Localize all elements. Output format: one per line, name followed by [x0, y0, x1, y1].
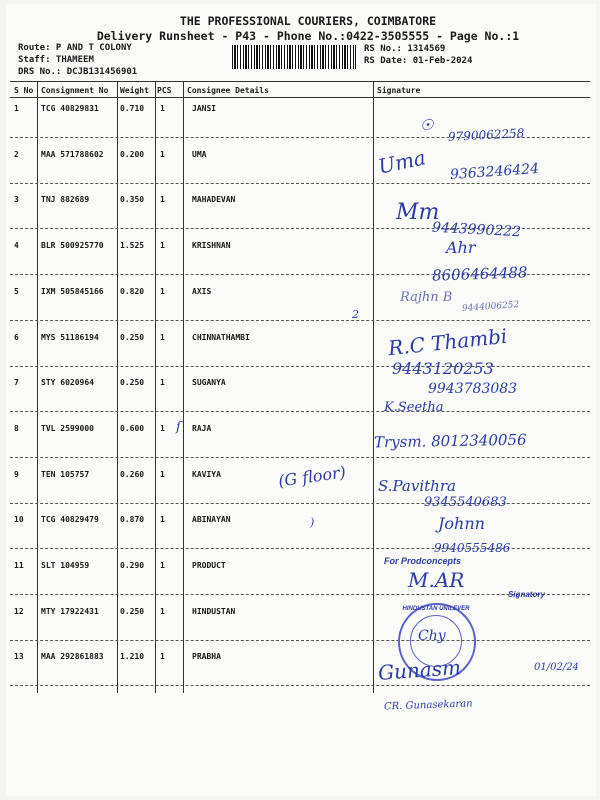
- row-separator: [10, 183, 590, 184]
- row3-phone: 9443990222: [431, 219, 522, 241]
- row-consignee: MAHADEVAN: [192, 195, 236, 205]
- row-consignment-no: MAA 292861883: [41, 652, 104, 662]
- row-sno: 7: [14, 378, 19, 388]
- row-consignment-no: STY 6020964: [41, 378, 94, 388]
- rs-number: RS No.: 1314569: [364, 44, 446, 54]
- row-consignment-no: MTY 17922431: [41, 606, 99, 616]
- row-separator: [10, 594, 590, 595]
- col-header-consignee: Consignee Details: [187, 86, 269, 95]
- barcode: [232, 45, 356, 69]
- row1-phone: 9790062258: [447, 126, 525, 144]
- row-pcs: 1: [160, 332, 165, 342]
- row-consignee: HINDUSTAN: [192, 606, 236, 616]
- row-consignment-no: IXM 505845166: [41, 286, 104, 296]
- row-sno: 4: [14, 241, 19, 251]
- row-separator: [10, 411, 590, 412]
- runsheet-page: [6, 4, 596, 796]
- drs-number: DRS No.: DCJB131456901: [18, 67, 138, 77]
- row-weight: 1.210: [120, 652, 145, 662]
- row-weight: 0.250: [120, 606, 145, 616]
- row-separator: [10, 366, 590, 367]
- row-pcs: 1: [160, 469, 165, 479]
- row-weight: 0.200: [120, 149, 145, 159]
- row-consignee: JANSI: [192, 104, 217, 113]
- row-consignee: KRISHNAN: [192, 241, 231, 251]
- row-pcs: 1: [160, 149, 165, 159]
- row-consignee: PRABHA: [192, 652, 221, 662]
- row13-date: 01/02/24: [534, 662, 579, 673]
- row-pcs: 1: [160, 378, 165, 388]
- row-pcs: 1: [160, 241, 165, 251]
- col-header-signature: Signature: [377, 86, 421, 95]
- col-divider: [373, 81, 374, 693]
- row10-signature-scribble: Johnn: [438, 514, 485, 533]
- row12-seal-text: HINDUSTAN UNILEVER: [402, 606, 470, 612]
- row9-floor-note: (G floor): [277, 462, 347, 491]
- row5-signature-scribble: Rajhn B: [400, 290, 453, 305]
- row-consignee: SUGANYA: [192, 378, 226, 388]
- row-weight: 0.350: [120, 195, 145, 205]
- row-separator: [10, 685, 590, 686]
- row-sno: 10: [14, 515, 24, 525]
- row-consignee: AXIS: [192, 286, 212, 296]
- row-consignee: PRODUCT: [192, 561, 226, 570]
- table-top-rule: [10, 81, 590, 82]
- row11-signatory-label: Signatory: [508, 590, 545, 599]
- row-consignment-no: TEN 105757: [41, 469, 90, 479]
- row12-signature-scribble: Chy: [418, 628, 446, 644]
- row13-signature-scribble: Gunasm: [377, 655, 462, 685]
- row-separator: [10, 640, 590, 641]
- row4-phone: 8606464488: [431, 263, 528, 285]
- row-pcs: 1: [160, 195, 165, 205]
- company-title: THE PROFESSIONAL COURIERS, COIMBATORE: [179, 14, 437, 28]
- header-rule: [10, 97, 590, 98]
- row-consignment-no: TCG 40829831: [41, 104, 99, 113]
- row-pcs: 1: [160, 104, 165, 113]
- row-sno: 8: [14, 423, 19, 433]
- row-consignment-no: TCG 40829479: [41, 515, 99, 525]
- col-divider: [117, 81, 118, 693]
- row2-phone: 9363246424: [449, 160, 540, 184]
- col-header-consignment: Consignment No: [41, 86, 109, 95]
- col-header-sno: S No: [14, 86, 34, 95]
- row-weight: 0.710: [120, 104, 145, 113]
- row13-printed-name: CR. Gunasekaran: [383, 698, 473, 713]
- row2-signature-scribble: Uma: [376, 145, 428, 179]
- col-header-pcs: PCS: [157, 86, 172, 95]
- row-sno: 5: [14, 286, 19, 296]
- row-pcs: 1: [160, 423, 165, 433]
- row9-phone: 9345540683: [424, 495, 507, 510]
- rs-date: RS Date: 01-Feb-2024: [364, 56, 473, 66]
- row10-phone: 9940555486: [434, 541, 511, 555]
- route-label: Route: P AND T COLONY: [18, 43, 132, 53]
- row-sno: 12: [14, 606, 24, 616]
- row11-company-stamp: For Prodconcepts: [384, 556, 462, 566]
- staff-label: Staff: THAMEEM: [18, 55, 94, 65]
- row-sno: 13: [14, 652, 24, 662]
- row-sno: 3: [14, 195, 19, 205]
- row3-signature-scribble: Mm: [396, 200, 440, 225]
- row-consignee: KAVIYA: [192, 469, 221, 479]
- row-consignee: RAJA: [192, 423, 212, 433]
- row-weight: 0.870: [120, 515, 145, 525]
- row-sno: 2: [14, 149, 19, 159]
- col-divider: [37, 81, 38, 693]
- row-consignment-no: SLT 104959: [41, 561, 90, 570]
- row6-phone: 9443120253: [392, 359, 494, 378]
- row-pcs: 1: [160, 515, 165, 525]
- row-sno: 11: [14, 561, 24, 570]
- row-weight: 0.250: [120, 378, 145, 388]
- row6-signature-scribble: R.C Thambi: [387, 323, 509, 361]
- col-header-weight: Weight: [120, 86, 149, 95]
- row4-signature-scribble: Ahr: [446, 238, 476, 257]
- row-sno: 1: [14, 104, 19, 113]
- row-weight: 0.820: [120, 286, 145, 296]
- row8-tick-mark: ſ: [176, 420, 181, 435]
- row-sno: 6: [14, 332, 19, 342]
- col-divider: [155, 81, 156, 693]
- row-weight: 0.260: [120, 469, 145, 479]
- row-consignment-no: TNJ 882689: [41, 195, 90, 205]
- row-consignment-no: BLR 500925770: [41, 241, 104, 251]
- row-weight: 0.290: [120, 561, 145, 570]
- row-consignee: ABINAYAN: [192, 515, 231, 525]
- row-pcs: 1: [160, 652, 165, 662]
- row-consignee: UMA: [192, 149, 207, 159]
- side-mark: 2: [352, 308, 359, 321]
- row-pcs: 1: [160, 606, 165, 616]
- row-pcs: 1: [160, 286, 165, 296]
- row-pcs: 1: [160, 561, 165, 570]
- runsheet-subtitle: Delivery Runsheet - P43 - Phone No.:0422-3505555 - Page No.:1: [96, 29, 520, 43]
- row-consignment-no: MYS 51186194: [41, 332, 99, 342]
- row-weight: 0.600: [120, 423, 145, 433]
- row9-signature-name: S.Pavithra: [378, 477, 456, 495]
- row-sno: 9: [14, 469, 19, 479]
- row-separator: [10, 320, 590, 321]
- row11-signature-scribble: M.AR: [408, 568, 465, 592]
- row-weight: 1.525: [120, 241, 145, 251]
- row-consignment-no: MAA 571788602: [41, 149, 104, 159]
- row-weight: 0.250: [120, 332, 145, 342]
- row8-signature-note: Trysm. 8012340056: [373, 430, 527, 452]
- row-consignee: CHINNATHAMBI: [192, 332, 250, 342]
- row7-phone: 9943783083: [428, 381, 518, 397]
- row7-signature-name: K.Seetha: [384, 400, 444, 415]
- col-divider: [183, 81, 184, 693]
- row1-circle-mark: ☉: [420, 116, 434, 134]
- row-separator: [10, 457, 590, 458]
- row9-paren-mark: ): [310, 516, 315, 529]
- row-consignment-no: TVL 2599000: [41, 423, 94, 433]
- row5-phone: 9444006252: [461, 300, 520, 314]
